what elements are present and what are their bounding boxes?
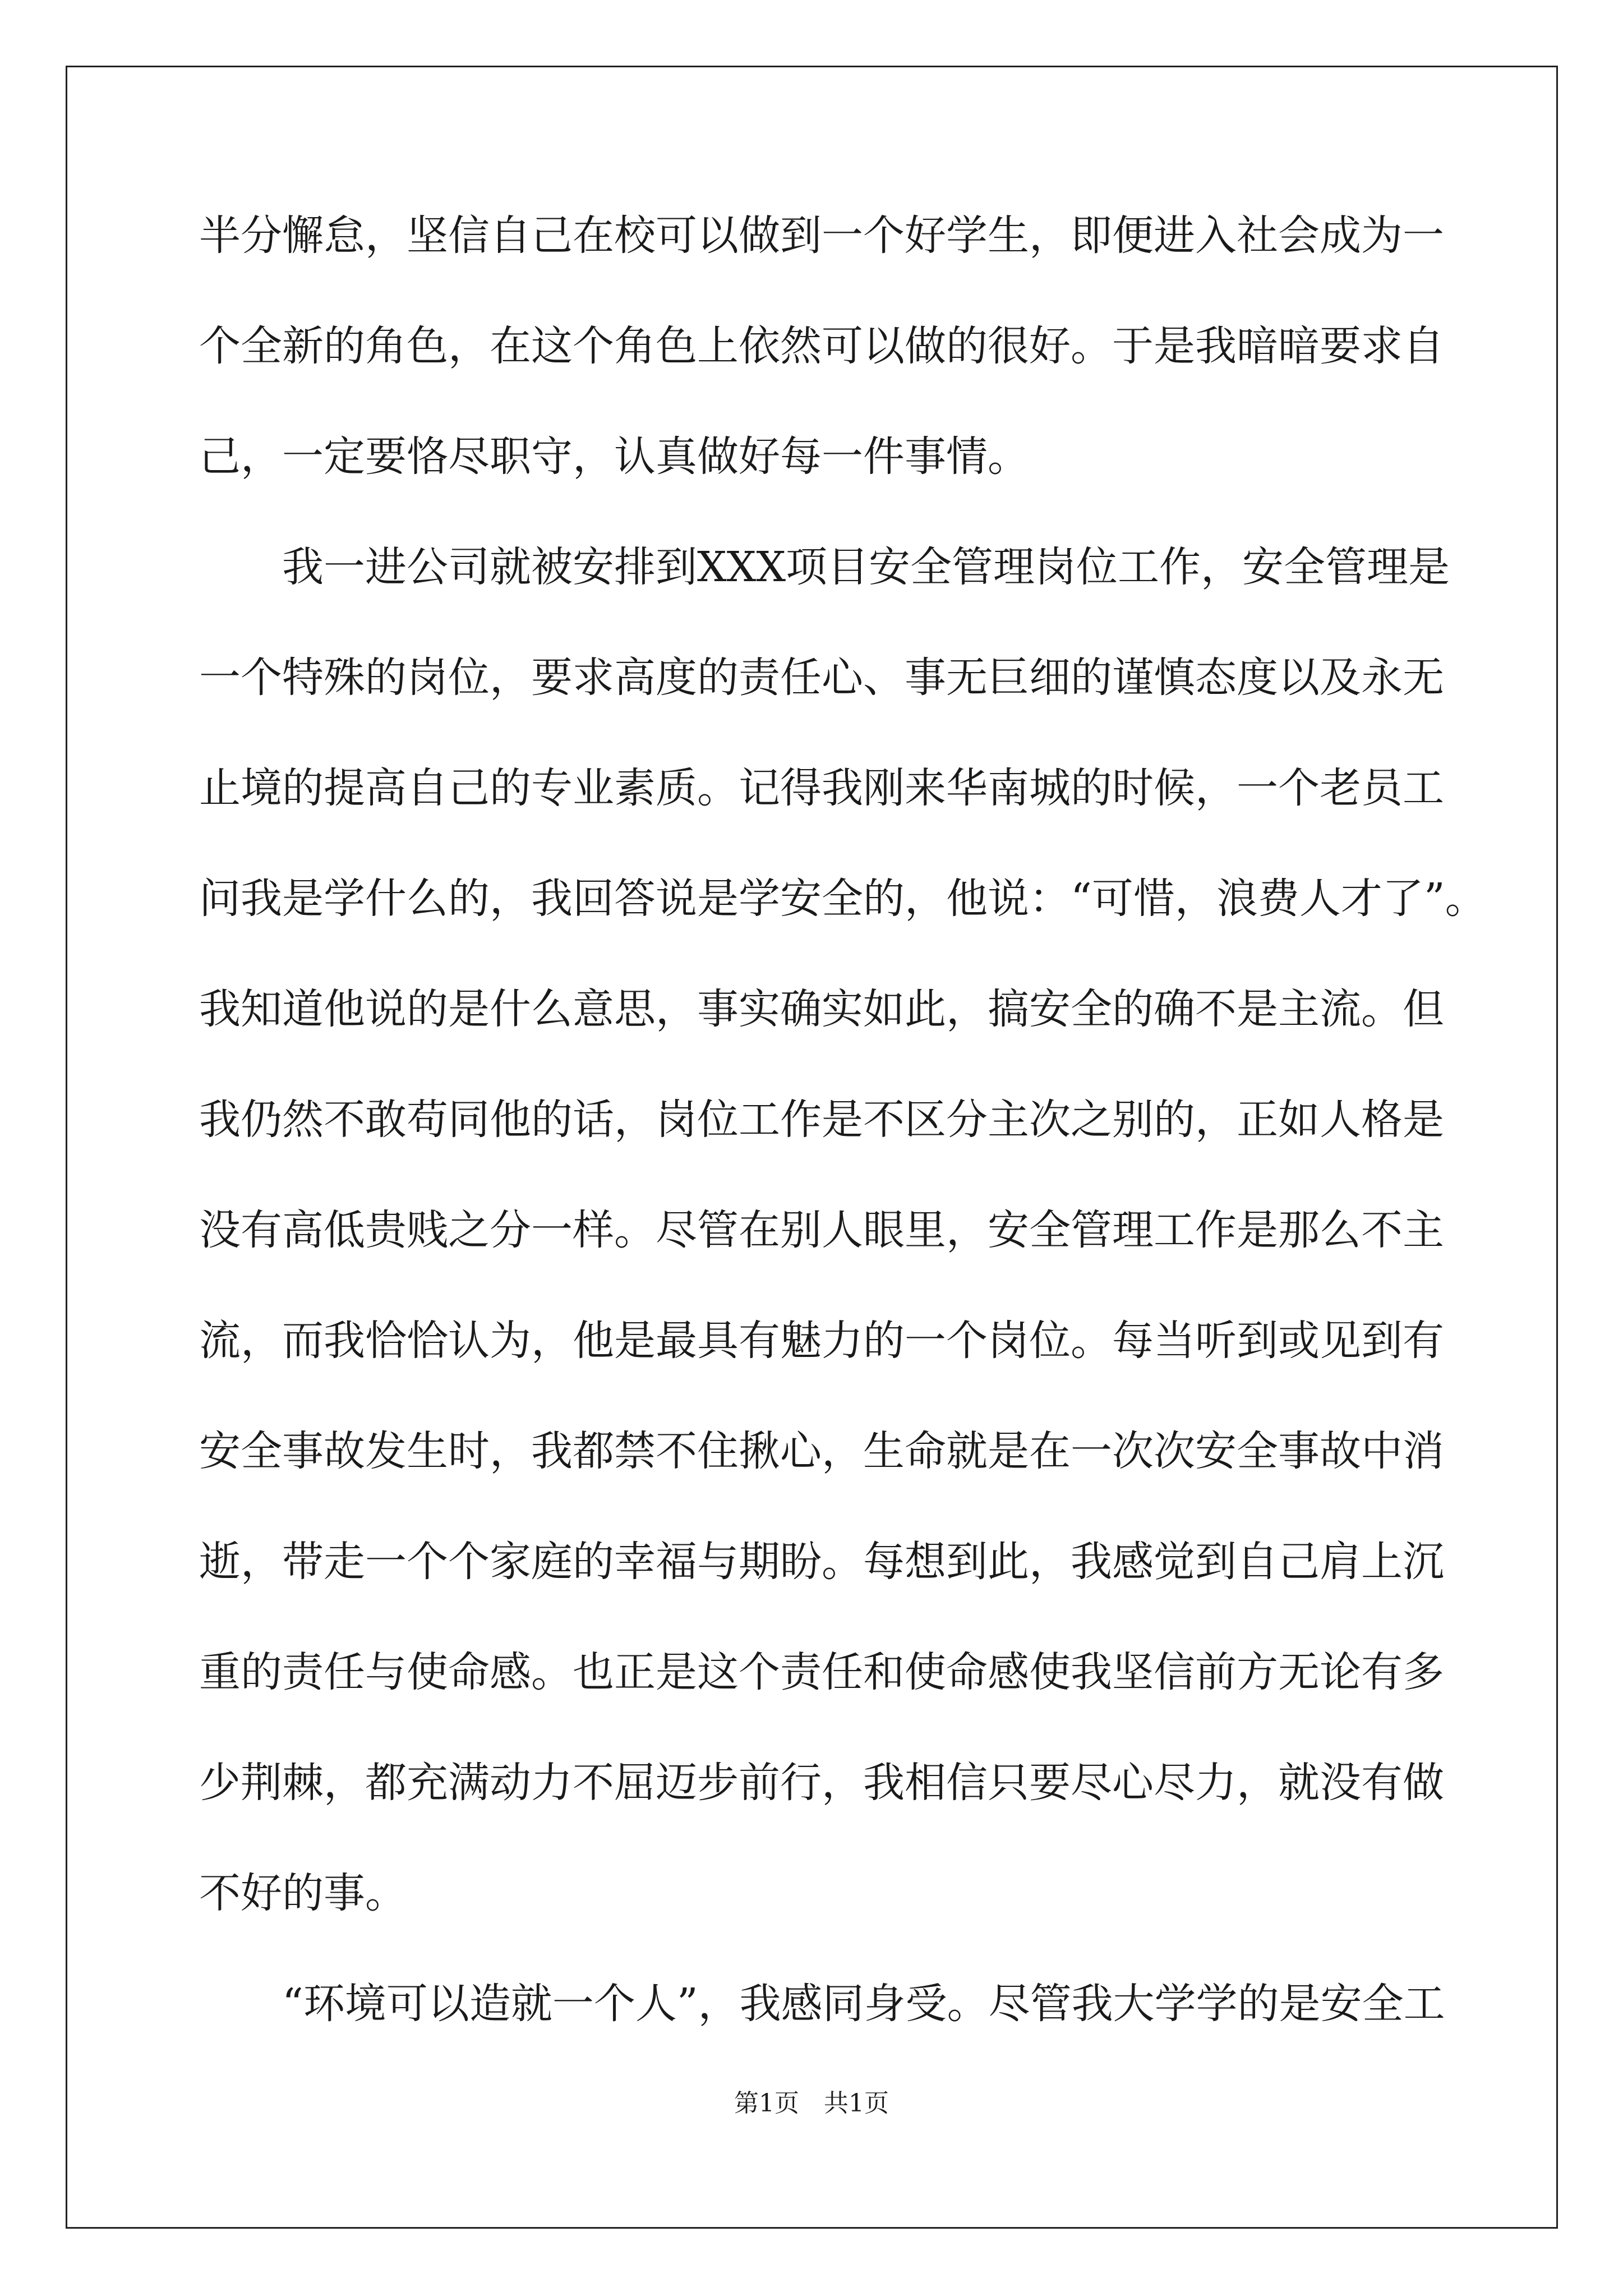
page-number-footer: 第1页 共1页 bbox=[734, 2089, 889, 2118]
text-line: 流，而我恰恰认为，他是最具有魅力的一个岗位。每当听到或见到有 bbox=[199, 1317, 1444, 1365]
paragraph-start-line: 我一进公司就被安排到XXX项目安全管理岗位工作，安全管理是 bbox=[282, 543, 1450, 591]
text-line: 少荆棘，都充满动力不屈迈步前行，我相信只要尽心尽力，就没有做 bbox=[199, 1759, 1444, 1807]
text-line: 安全事故发生时，我都禁不住揪心，生命就是在一次次安全事故中消 bbox=[199, 1427, 1444, 1475]
text-line: 我仍然不敢苟同他的话，岗位工作是不区分主次之别的，正如人格是 bbox=[199, 1096, 1444, 1144]
paragraph-start-line: “环境可以造就一个人”，我感同身受。尽管我大学学的是安全工 bbox=[282, 1980, 1445, 2028]
text-line: 止境的提高自己的专业素质。记得我刚来华南城的时候，一个老员工 bbox=[199, 764, 1444, 812]
text-line: 一个特殊的岗位，要求高度的责任心、事无巨细的谨慎态度以及永无 bbox=[199, 654, 1444, 702]
text-line: 个全新的角色，在这个角色上依然可以做的很好。于是我暗暗要求自 bbox=[199, 322, 1444, 370]
text-line: 问我是学什么的，我回答说是学安全的，他说：“可惜，浪费人才了”。 bbox=[199, 875, 1487, 923]
document-body bbox=[199, 211, 1487, 2092]
text-line: 己，一定要恪尽职守，认真做好每一件事情。 bbox=[199, 432, 1029, 481]
text-line: 不好的事。 bbox=[199, 1869, 407, 1917]
text-line: 半分懈怠，坚信自己在校可以做到一个好学生，即便进入社会成为一 bbox=[199, 211, 1444, 260]
text-line: 没有高低贵贱之分一样。尽管在别人眼里，安全管理工作是那么不主 bbox=[199, 1206, 1444, 1254]
text-line: 重的责任与使命感。也正是这个责任和使命感使我坚信前方无论有多 bbox=[199, 1648, 1444, 1696]
text-line: 逝，带走一个个家庭的幸福与期盼。每想到此，我感觉到自己肩上沉 bbox=[199, 1538, 1444, 1586]
text-line: 我知道他说的是什么意思，事实确实如此，搞安全的确不是主流。但 bbox=[199, 985, 1444, 1033]
